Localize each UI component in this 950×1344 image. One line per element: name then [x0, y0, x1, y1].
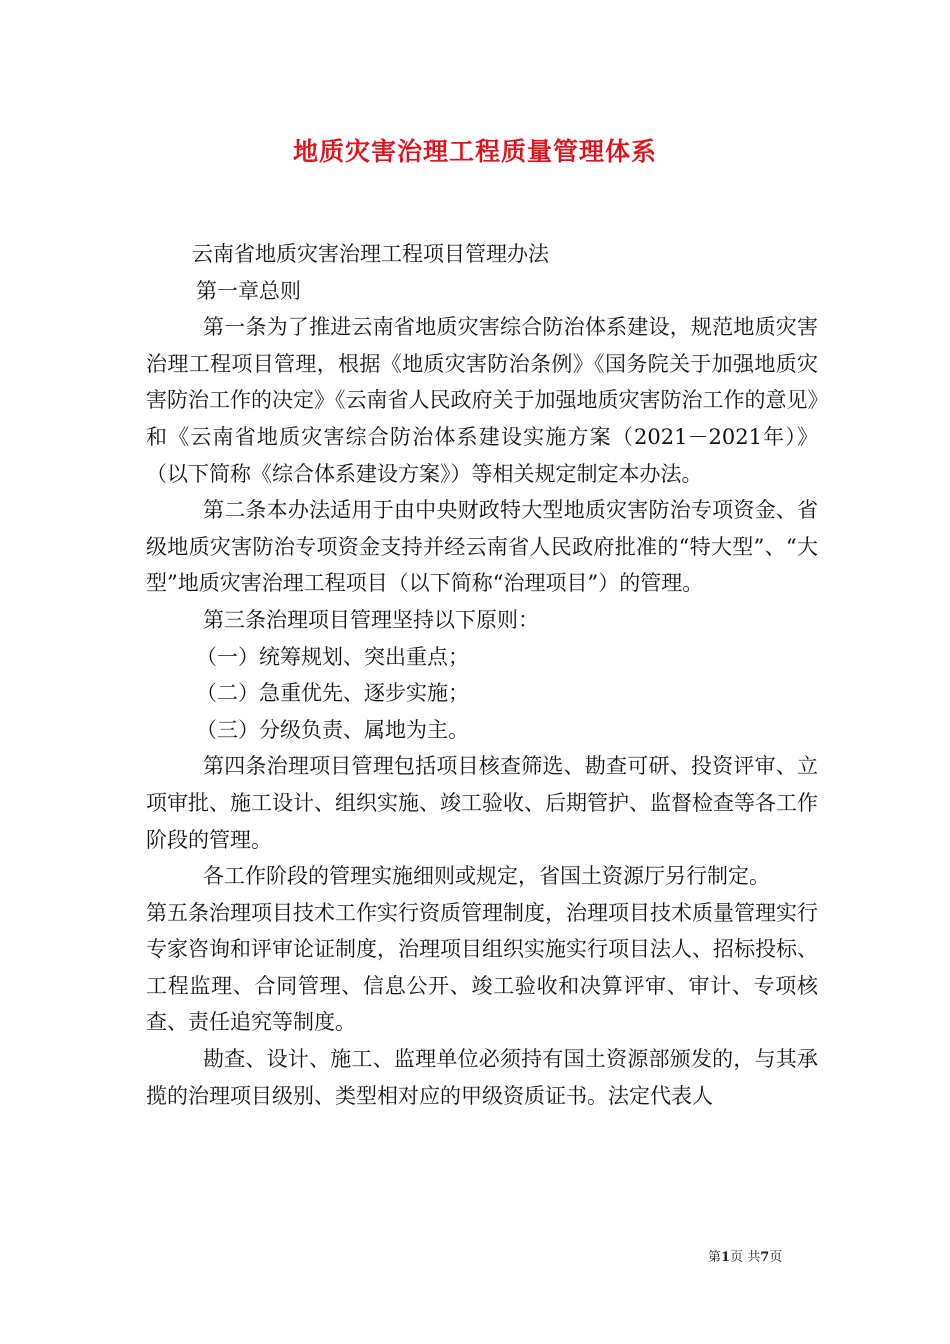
footer-total-pages: 7 — [760, 1250, 770, 1265]
paragraph-article-1: 第一条为了推进云南省地质灾害综合防治体系建设，规范地质灾害治理工程项目管理，根据《地质灾害防治条例》《国务院关于加强地质灾害防治工作的决定》《云南省人民政府关于加强地质灾害防治工作的意见》和《云南省地质灾害综合防治体系建设实施方案（2021－2021年）》（以下简称《综合体系建设方案》）等相关规定制定本办法。 — [146, 315, 818, 486]
paragraph-principle-1: （一）统筹规划、突出重点； — [196, 644, 469, 669]
paragraph-article-5: 第五条治理项目技术工作实行资质管理制度，治理项目技术质量管理实行专家咨询和评审论证制度，治理项目组织实施实行项目法人、招标投标、工程监理、合同管理、信息公开、竣工验收和决算评审、审计、专项核查、责任追究等制度。 — [146, 900, 818, 1035]
paragraph-stage-note: 各工作阶段的管理实施细则或规定，省国土资源厅另行制定。 — [203, 864, 770, 889]
paragraph-chapter: 第一章总则 — [196, 278, 301, 303]
page-footer — [708, 1246, 782, 1265]
paragraph-qualification: 勘查、设计、施工、监理单位必须持有国土资源部颁发的，与其承揽的治理项目级别、类型相对应的甲级资质证书。法定代表人 — [146, 1047, 818, 1108]
paragraph-article-4: 第四条治理项目管理包括项目核查筛选、勘查可研、投资评审、立项审批、施工设计、组织实施、竣工验收、后期管护、监督检查等各工作阶段的管理。 — [146, 754, 818, 852]
footer-middle: 页 共 — [730, 1250, 761, 1265]
document-body — [146, 236, 818, 1114]
paragraph-heading: 云南省地质灾害治理工程项目管理办法 — [192, 242, 549, 266]
footer-prefix: 第 — [708, 1250, 722, 1265]
document-title: 地质灾害治理工程质量管理体系 — [292, 137, 657, 166]
paragraph-principle-3: （三）分级负责、属地为主。 — [196, 717, 469, 742]
paragraph-article-2: 第二条本办法适用于由中央财政特大型地质灾害防治专项资金、省级地质灾害防治专项资金支持并经云南省人民政府批准的“特大型”、“大型”地质灾害治理工程项目（以下简称“治理项目”）的管理。 — [146, 498, 818, 596]
paragraph-article-3: 第三条治理项目管理坚持以下原则： — [203, 607, 539, 632]
footer-suffix: 页 — [769, 1250, 783, 1265]
paragraph-principle-2: （二）急重优先、逐步实施； — [196, 681, 469, 706]
footer-page-number: 1 — [721, 1250, 731, 1265]
